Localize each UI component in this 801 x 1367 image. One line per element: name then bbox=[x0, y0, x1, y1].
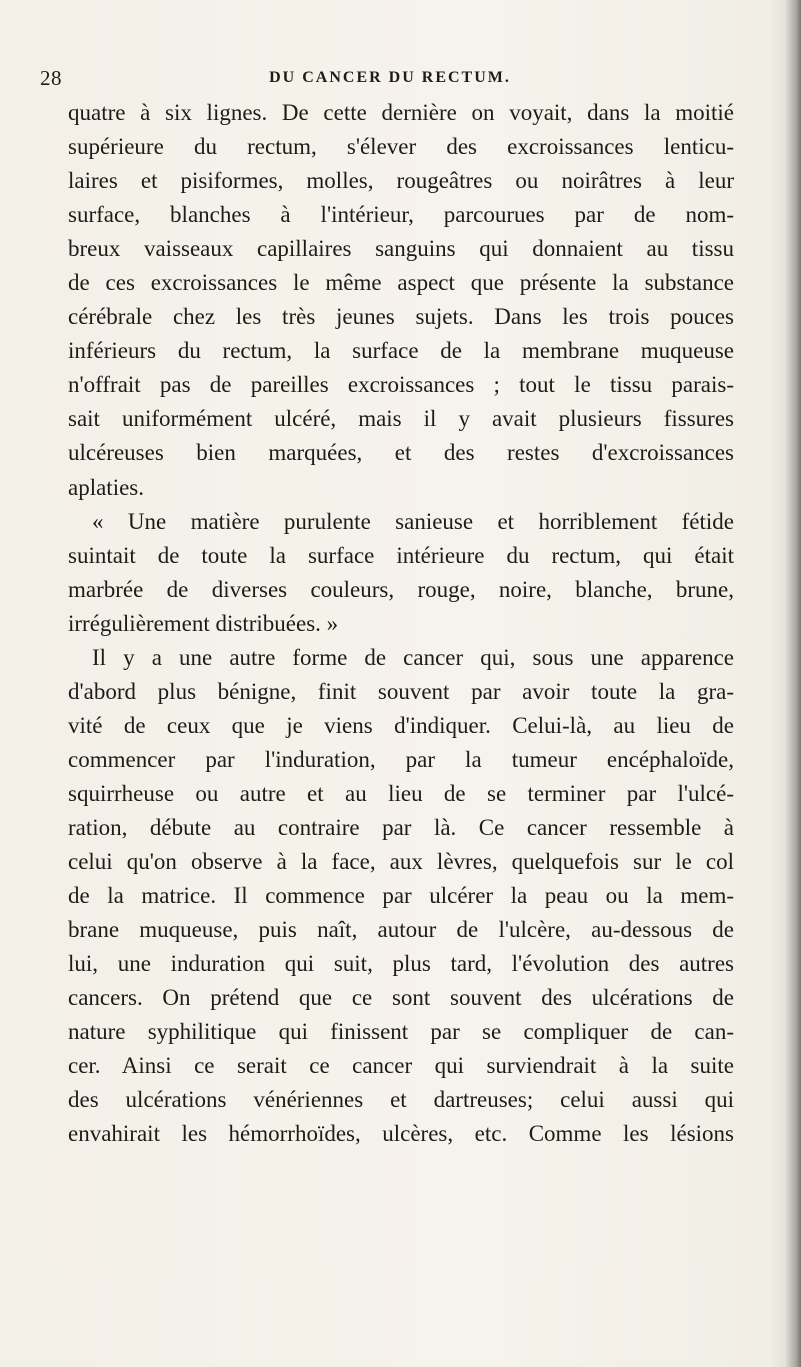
text-line: cancers. On prétend que ce sont souvent des ulcérations de bbox=[68, 985, 734, 1011]
text-line: supérieure du rectum, s'élever des excroissances lenticu- bbox=[68, 134, 734, 160]
text-line: Il y a une autre forme de cancer qui, sous une apparence bbox=[92, 644, 734, 670]
page-number: 28 bbox=[40, 66, 62, 90]
text-line: des ulcérations vénériennes et dartreuses; celui aussi qui bbox=[68, 1087, 734, 1113]
quote-end-line: irrégulièrement distribuées. » bbox=[68, 610, 339, 636]
page-edge-shadow bbox=[785, 0, 801, 1367]
text-line: celui qu'on observe à la face, aux lèvres, quelquefois sur le col bbox=[68, 849, 734, 875]
text-line: quatre à six lignes. De cette dernière on voyait, dans la moitié bbox=[68, 100, 734, 125]
text-line: laires et pisiformes, molles, rougeâtres ou noirâtres à leur bbox=[68, 168, 734, 194]
text-line: envahirait les hémorrhoïdes, ulcères, etc. Comme les lésions bbox=[68, 1121, 734, 1147]
running-title: DU CANCER DU RECTUM. bbox=[269, 69, 511, 86]
text-line: d'abord plus bénigne, finit souvent par avoir toute la gra- bbox=[68, 678, 734, 704]
text-line: de ces excroissances le même aspect que présente la substance bbox=[68, 270, 734, 296]
text-line: de la matrice. Il commence par ulcérer la peau ou la mem- bbox=[68, 883, 734, 909]
text-line: vité de ceux que je viens d'indiquer. Celui-là, au lieu de bbox=[68, 712, 734, 738]
text-line: lui, une induration qui suit, plus tard, l'évolution des autres bbox=[68, 951, 734, 977]
body-text bbox=[68, 96, 734, 1151]
quote-line: suintait de toute la surface intérieure du rectum, qui était bbox=[68, 542, 734, 568]
text-line: n'offrait pas de pareilles excroissances ; tout le tissu parais- bbox=[68, 372, 734, 398]
text-line: sait uniformément ulcéré, mais il y avait plusieurs fissures bbox=[68, 406, 734, 432]
quote-line: « Une matière purulente sanieuse et horriblement fétide bbox=[92, 508, 734, 534]
text-line: breux vaisseaux capillaires sanguins qui donnaient au tissu bbox=[68, 236, 734, 262]
text-line: ulcéreuses bien marquées, et des restes d'excroissances bbox=[68, 440, 734, 466]
page-header bbox=[40, 66, 740, 96]
paragraph-end-line: aplaties. bbox=[68, 474, 144, 500]
text-line: inférieurs du rectum, la surface de la membrane muqueuse bbox=[68, 338, 734, 364]
text-line: commencer par l'induration, par la tumeur encéphaloïde, bbox=[68, 746, 734, 772]
text-line: brane muqueuse, puis naît, autour de l'ulcère, au-dessous de bbox=[68, 917, 734, 943]
text-line: cérébrale chez les très jeunes sujets. Dans les trois pouces bbox=[68, 304, 734, 330]
text-line: nature syphilitique qui finissent par se compliquer de can- bbox=[68, 1019, 734, 1045]
text-line: ration, débute au contraire par là. Ce cancer ressemble à bbox=[68, 814, 734, 840]
text-line: surface, blanches à l'intérieur, parcourues par de nom- bbox=[68, 202, 734, 228]
quote-line: marbrée de diverses couleurs, rouge, noire, blanche, brune, bbox=[68, 576, 734, 602]
text-line: squirrheuse ou autre et au lieu de se terminer par l'ulcé- bbox=[68, 780, 734, 806]
text-line: cer. Ainsi ce serait ce cancer qui surviendrait à la suite bbox=[68, 1053, 734, 1079]
